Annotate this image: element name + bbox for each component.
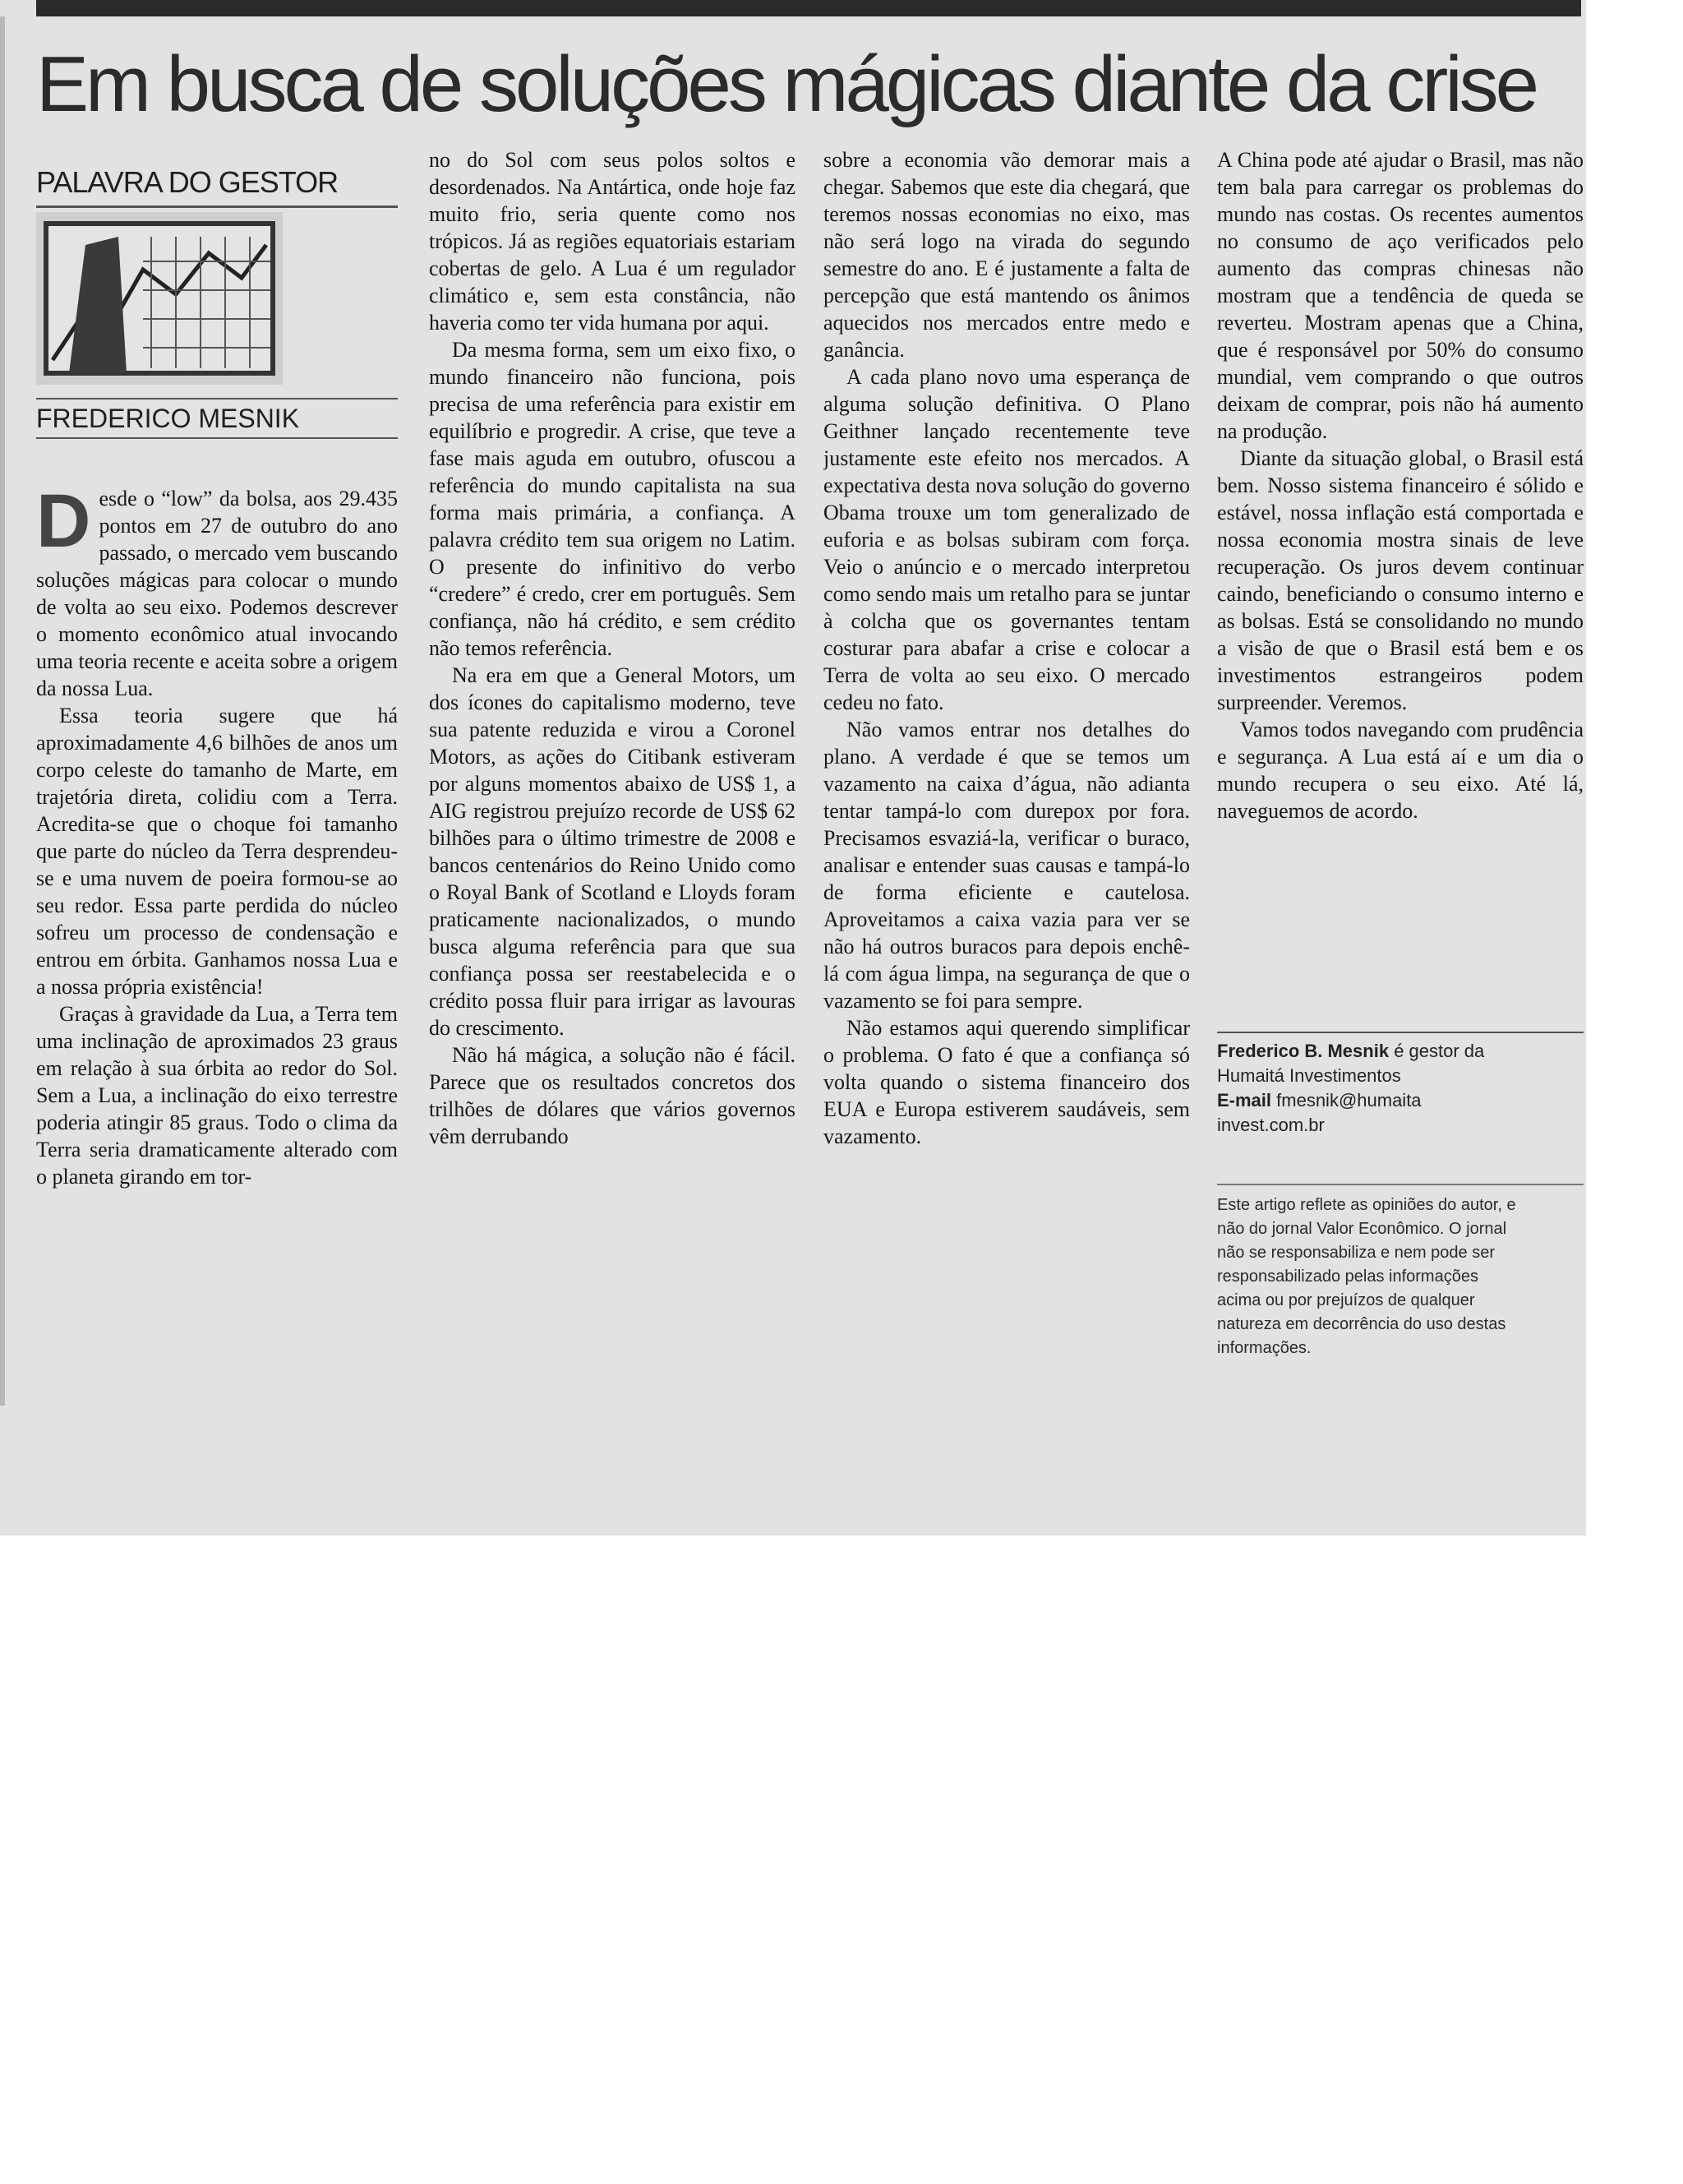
paragraph: Na era em que a General Motors, um dos ícones do capitalismo moderno, teve sua patente reduzida e virou a Coronel Motors, as ações do Citibank estiveram por alguns momentos abaixo de US$ 1, a AIG registrou prejuízo recorde de US$ 62 bilhões para o último trimestre de 2008 e bancos centenários do Reino Unido como o Royal Bank of Scotland e Lloyds foram praticamente nacionalizados, o mundo busca alguma referência para que sua confiança possa ser reestabelecida e o crédito possa fluir para irrigar as lavouras do crescimento. bbox=[429, 663, 795, 1040]
paragraph: Essa teoria sugere que há aproximadamente 4,6 bilhões de anos um corpo celeste do tamanho de Marte, em trajetória direta, colidiu com a Terra. Acredita-se que o choque foi tamanho que parte do núcleo da Terra desprendeu-se e uma nuvem de poeira formou-se ao seu redor. Essa parte perdida do núcleo sofreu um processo de condensação e entrou em órbita. Ganhamos nossa Lua e a nossa própria existência! bbox=[36, 704, 398, 999]
paragraph: Diante da situação global, o Brasil está bem. Nosso sistema financeiro é sólido e estável, nossa inflação está comportada e nossa economia mostra sinais de leve recuperação. Os juros devem continuar caindo, beneficiando o consumo interno e as bolsas. Está se consolidando no mundo a visão de que o Brasil está bem e os investimentos estrangeiros podem surpreender. Veremos. bbox=[1217, 446, 1584, 714]
paragraph: no do Sol com seus polos soltos e desordenados. Na Antártica, onde hoje faz muito frio, seria quente como nos trópicos. Já as regiões equatoriais estariam cobertas de gelo. A Lua é um regulador climático e, sem esta constância, não haveria como ter vida humana por aqui. bbox=[429, 148, 795, 335]
disclaimer bbox=[1217, 1194, 1584, 1407]
section-kicker: PALAVRA DO GESTOR bbox=[36, 165, 339, 199]
disclaimer-line: informações. bbox=[1217, 1339, 1312, 1357]
paragraph: Vamos todos navegando com prudência e segurança. A Lua está aí e um dia o mundo recupera o seu eixo. Até lá, naveguemos de acordo. bbox=[1217, 718, 1584, 823]
disclaimer-line: natureza em decorrência do uso destas bbox=[1217, 1315, 1506, 1333]
paragraph: Não há mágica, a solução não é fácil. Parece que os resultados concretos dos trilhões de dólares que vários governos vêm derrubando bbox=[429, 1043, 795, 1148]
article-column-1 bbox=[36, 485, 398, 1406]
disclaimer-line: não se responsabiliza e nem pode ser bbox=[1217, 1244, 1495, 1262]
top-rule bbox=[36, 0, 1581, 16]
article-column-2 bbox=[429, 146, 795, 1404]
chart-silhouette-illustration bbox=[36, 212, 283, 385]
email-address: fmesnik@humaita bbox=[1271, 1090, 1422, 1110]
disclaimer-line: não do jornal Valor Econômico. O jornal bbox=[1217, 1220, 1507, 1238]
drop-cap: D bbox=[36, 485, 91, 563]
paragraph: sobre a economia vão demorar mais a chegar. Sabemos que este dia chegará, que teremos nossas economias no eixo, mas não será logo na virada do segundo semestre do ano. E é justamente a falta de percepção que está mantendo os ânimos aquecidos nos mercados entre medo e ganância. bbox=[823, 148, 1190, 362]
author-bio bbox=[1217, 1039, 1584, 1162]
byline: FREDERICO MESNIK bbox=[36, 398, 398, 439]
headline: Em busca de soluções mágicas diante da crise bbox=[36, 40, 1537, 128]
author-company: Humaitá Investimentos bbox=[1217, 1065, 1401, 1086]
article-column-3 bbox=[823, 146, 1190, 1404]
email-address-continued: invest.com.br bbox=[1217, 1115, 1325, 1135]
disclaimer-line: acima ou por prejuízos de qualquer bbox=[1217, 1291, 1475, 1309]
disclaimer-rule bbox=[1217, 1184, 1584, 1185]
paragraph: Da mesma forma, sem um eixo fixo, o mundo financeiro não funciona, pois precisa de uma referência para existir em equilíbrio e progredir. A crise, que teve a fase mais aguda em outubro, ofuscou a referência do mundo capitalista na sua forma mais primária, a confiança. A palavra crédito tem sua origem no Latim. O presente do infinitivo do verbo “credere” é credo, crer em português. Sem confiança, não há crédito, e sem crédito não temos referência. bbox=[429, 338, 795, 660]
illustration-image bbox=[36, 212, 283, 385]
disclaimer-line: responsabilizado pelas informações bbox=[1217, 1267, 1478, 1286]
email-label: E-mail bbox=[1217, 1090, 1272, 1110]
paragraph: Não vamos entrar nos detalhes do plano. A verdade é que se temos um vazamento na caixa d’água, não adianta tentar tampá-lo com durepox por fora. Precisamos esvaziá-la, verificar o buraco, analisar e entender suas causas e tampá-lo de forma eficiente e cautelosa. Aproveitamos a caixa vazia para ver se não há outros buracos para depois enchê-lá com água limpa, na segurança de que o vazamento se foi para sempre. bbox=[823, 718, 1190, 1013]
paragraph: Não estamos aqui querendo simplificar o problema. O fato é que a confiança só volta quando o sistema financeiro dos EUA e Europa estiverem saudáveis, sem vazamento. bbox=[823, 1016, 1190, 1148]
scan-edge-shadow bbox=[0, 16, 5, 1406]
article-column-4 bbox=[1217, 146, 1584, 1034]
bio-rule bbox=[1217, 1032, 1584, 1033]
paragraph: Desde o “low” da bolsa, aos 29.435 pontos em 27 de outubro do ano passado, o mercado vem buscando soluções mágicas para colocar o mundo de volta ao seu eixo. Podemos descrever o momento econômico atual invocando uma teoria recente e aceita sobre a origem da nossa Lua. bbox=[36, 485, 398, 700]
author-role: é gestor da bbox=[1389, 1041, 1485, 1061]
paragraph: Graças à gravidade da Lua, a Terra tem uma inclinação de aproximados 23 graus em relação à sua órbita ao redor do Sol. Sem a Lua, a inclinação do eixo terrestre poderia atingir 85 graus. Todo o clima da Terra seria dramaticamente alterado com o planeta girando em tor- bbox=[36, 1002, 398, 1189]
author-name: Frederico B. Mesnik bbox=[1217, 1041, 1390, 1061]
paragraph: A China pode até ajudar o Brasil, mas não tem bala para carregar os problemas do mundo nas costas. Os recentes aumentos no consumo de aço verificados pelo aumento das compras chinesas não mostram que a tendência de queda se reverteu. Mostram apenas que a China, que é responsável por 50% do consumo mundial, vem comprando o que outros deixam de comprar, pois não há aumento na produção. bbox=[1217, 148, 1584, 443]
disclaimer-line: Este artigo reflete as opiniões do autor, e bbox=[1217, 1196, 1516, 1214]
kicker-rule bbox=[36, 205, 398, 208]
paragraph: A cada plano novo uma esperança de alguma solução definitiva. O Plano Geithner lançado recentemente teve justamente este efeito nos mercados. A expectativa desta nova solução do governo Obama trouxe um tom generalizado de euforia e as bolsas subiram com força. Veio o anúncio e o mercado interpretou como sendo mais um retalho para se juntar à colcha que os governantes tentam costurar para abafar a crise e colocar a Terra de volta ao seu eixo. O mercado cedeu no fato. bbox=[823, 365, 1190, 714]
